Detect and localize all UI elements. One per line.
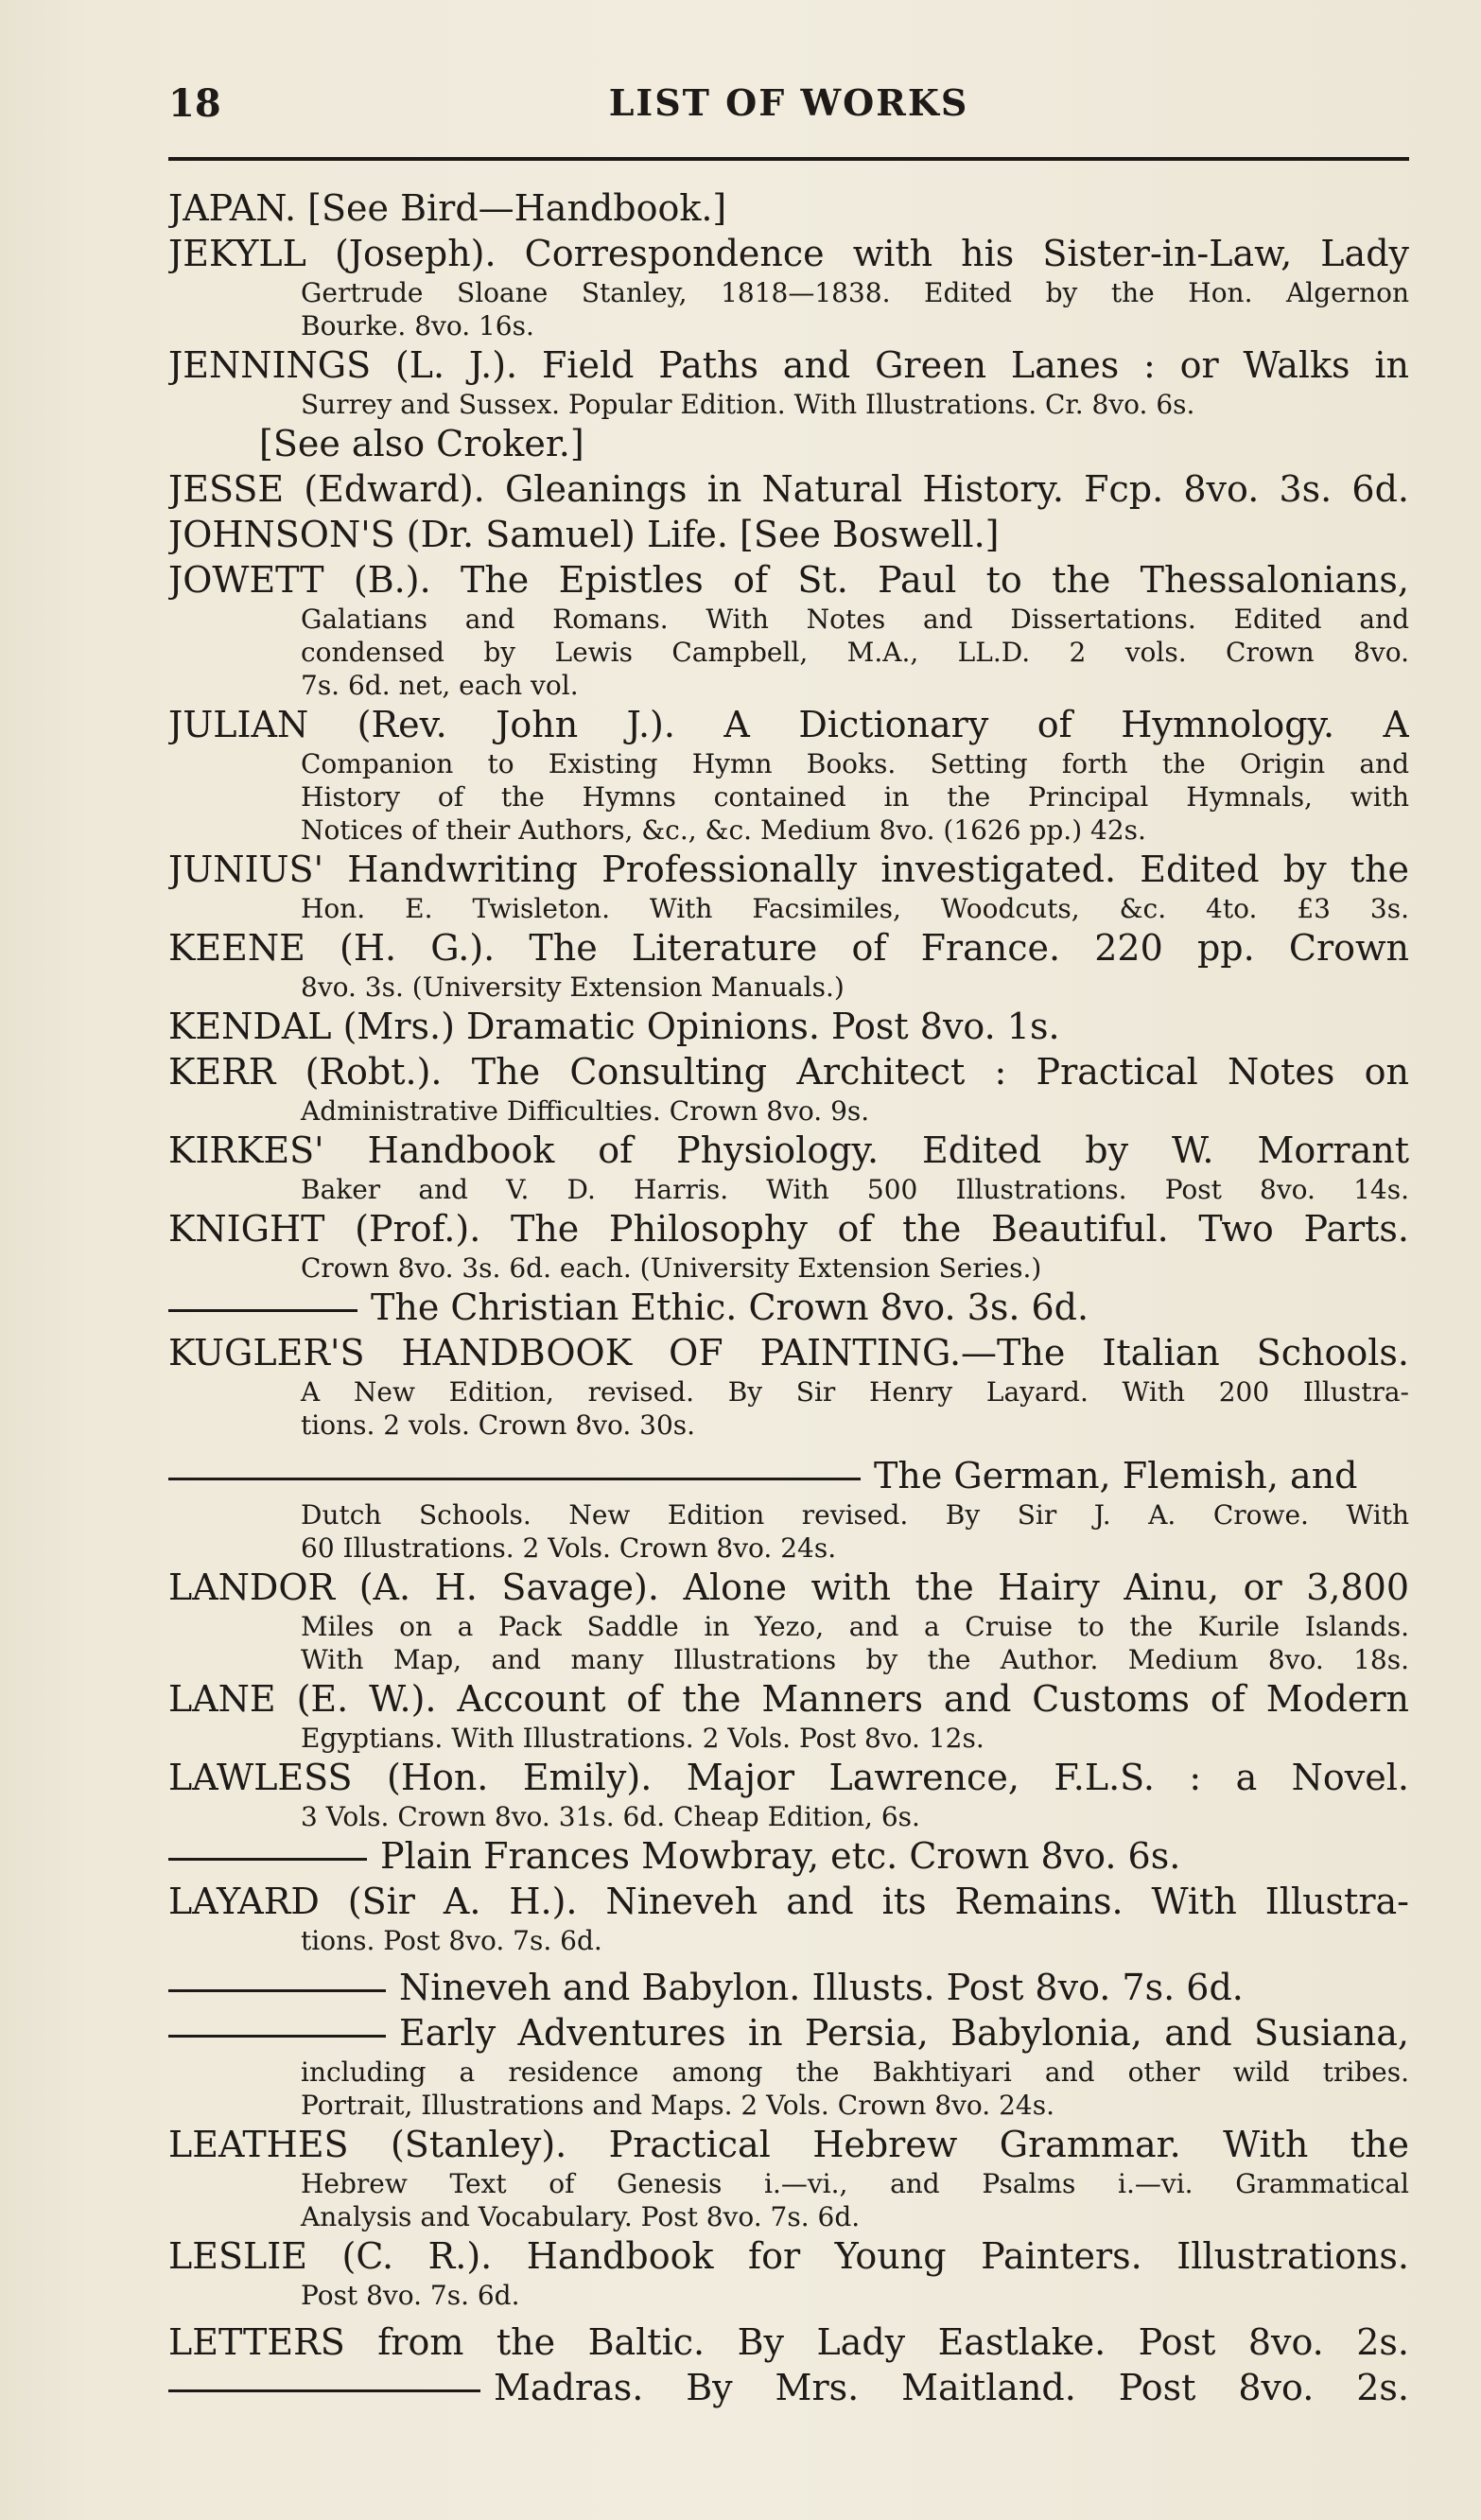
entry-detail: Hebrew Text of Genesis i.—vi., and Psalms i.—vi. Grammatical <box>301 2168 1409 2199</box>
entry-detail: 8vo. 3s. (University Extension Manuals.) <box>301 971 845 1003</box>
entry-jesse <box>168 466 1409 512</box>
ditto-dash <box>168 2389 480 2392</box>
entry-layard-early-adventures <box>168 2010 1409 2122</box>
entry-knight <box>168 1206 1409 1285</box>
entry-heading <box>168 1285 1409 1330</box>
entry-detail: Hon. E. Twisleton. With Facsimiles, Woodcuts, &c. 4to. £3 3s. <box>301 893 1409 924</box>
entry-title: The Christian Ethic. Crown 8vo. 3s. 6d. <box>371 1286 1089 1328</box>
entry-letters-madras <box>168 2365 1409 2410</box>
ditto-dash <box>168 2035 386 2038</box>
entry-detail: Gertrude Sloane Stanley, 1818—1838. Edited by the Hon. Algernon <box>301 277 1409 308</box>
entry-kirkes <box>168 1128 1409 1206</box>
entry-title: Plain Frances Mowbray, etc. Crown 8vo. 6s. <box>380 1835 1181 1877</box>
entry-letters-baltic <box>168 2319 1409 2365</box>
entry-detail: Companion to Existing Hymn Books. Setting forth the Origin and <box>301 748 1409 779</box>
entry-heading: KENDAL (Mrs.) Dramatic Opinions. Post 8vo. 1s. <box>168 1006 1060 1047</box>
entry-heading: JUNIUS' Handwriting Professionally investigated. Edited by the <box>168 849 1409 890</box>
entry-lane <box>168 1676 1409 1755</box>
entry-detail: Analysis and Vocabulary. Post 8vo. 7s. 6d. <box>301 2201 861 2232</box>
entry-detail: With Map, and many Illustrations by the Author. Medium 8vo. 18s. <box>301 1644 1409 1675</box>
entry-detail: Bourke. 8vo. 16s. <box>301 310 534 341</box>
entry-title: The German, Flemish, and <box>874 1455 1358 1496</box>
entry-heading <box>168 2365 1409 2410</box>
entry-knight-christian-ethic <box>168 1285 1409 1330</box>
entry-jekyll <box>168 231 1409 342</box>
entry-title: Madras. By Mrs. Maitland. Post 8vo. 2s. <box>494 2367 1409 2408</box>
entry-heading: JOHNSON'S (Dr. Samuel) Life. [See Boswell.] <box>168 514 1000 555</box>
entry-landor <box>168 1565 1409 1676</box>
ditto-dash <box>168 1858 367 1861</box>
entry-detail: History of the Hymns contained in the Principal Hymnals, with <box>301 781 1409 813</box>
entry-heading: KIRKES' Handbook of Physiology. Edited by W. Morrant <box>168 1129 1409 1171</box>
entry-detail: Baker and V. D. Harris. With 500 Illustrations. Post 8vo. 14s. <box>301 1174 1409 1205</box>
entry-detail: Post 8vo. 7s. 6d. <box>301 2280 520 2311</box>
entry-detail: 60 Illustrations. 2 Vols. Crown 8vo. 24s. <box>301 1532 837 1564</box>
entry-heading: JAPAN. [See Bird—Handbook.] <box>168 187 727 229</box>
entry-heading: KNIGHT (Prof.). The Philosophy of the Beautiful. Two Parts. <box>168 1208 1409 1250</box>
entry-jennings <box>168 342 1409 421</box>
entry-heading <box>168 2010 1409 2056</box>
entry-heading: KERR (Robt.). The Consulting Architect : Practical Notes on <box>168 1051 1409 1093</box>
entry-julian <box>168 702 1409 847</box>
entry-detail: Surrey and Sussex. Popular Edition. With Illustrations. Cr. 8vo. 6s. <box>301 389 1195 420</box>
entry-lawless-plain-frances <box>168 1833 1409 1879</box>
entry-layard-nineveh-babylon <box>168 1965 1409 2010</box>
entry-jowett <box>168 557 1409 702</box>
entry-kendal <box>168 1004 1409 1049</box>
entry-heading: LESLIE (C. R.). Handbook for Young Painters. Illustrations. <box>168 2235 1409 2277</box>
page-number: 18 <box>168 81 221 126</box>
entry-heading: LAWLESS (Hon. Emily). Major Lawrence, F.L.S. : a Novel. <box>168 1757 1409 1798</box>
page-header <box>168 81 1409 138</box>
entry-detail: tions. 2 vols. Crown 8vo. 30s. <box>301 1409 696 1441</box>
entry-detail: 7s. 6d. net, each vol. <box>301 670 579 701</box>
entry-detail: tions. Post 8vo. 7s. 6d. <box>301 1925 602 1956</box>
ditto-dash <box>168 1478 861 1480</box>
entry-heading: KEENE (H. G.). The Literature of France. 220 pp. Crown <box>168 927 1409 969</box>
entry-heading: JESSE (Edward). Gleanings in Natural History. Fcp. 8vo. 3s. 6d. <box>168 468 1409 510</box>
entry-heading: LANDOR (A. H. Savage). Alone with the Hairy Ainu, or 3,800 <box>168 1566 1409 1608</box>
entry-heading <box>168 1453 1409 1498</box>
entry-see-also-croker <box>168 421 1409 466</box>
entry-detail: Administrative Difficulties. Crown 8vo. 9s. <box>301 1095 870 1127</box>
works-list <box>168 185 1409 2410</box>
entry-detail: Notices of their Authors, &c., &c. Medium 8vo. (1626 pp.) 42s. <box>301 814 1146 846</box>
entry-heading: JENNINGS (L. J.). Field Paths and Green Lanes : or Walks in <box>168 344 1409 386</box>
entry-heading: LEATHES (Stanley). Practical Hebrew Grammar. With the <box>168 2124 1409 2165</box>
entry-heading: KUGLER'S HANDBOOK OF PAINTING.—The Italian Schools. <box>168 1332 1409 1374</box>
entry-johnson <box>168 512 1409 557</box>
ditto-dash <box>168 1309 357 1312</box>
entry-lawless <box>168 1755 1409 1833</box>
entry-keene <box>168 925 1409 1004</box>
entry-heading: JOWETT (B.). The Epistles of St. Paul to the Thessalonians, <box>168 559 1409 601</box>
entry-detail: Galatians and Romans. With Notes and Dissertations. Edited and <box>301 604 1409 635</box>
entry-heading: LANE (E. W.). Account of the Manners and Customs of Modern <box>168 1678 1409 1720</box>
ditto-dash <box>168 1989 386 1992</box>
entry-kugler-german-flemish <box>168 1453 1409 1565</box>
entry-heading: JEKYLL (Joseph). Correspondence with his Sister-in-Law, Lady <box>168 233 1409 274</box>
entry-kerr <box>168 1049 1409 1128</box>
entry-kugler <box>168 1330 1409 1442</box>
entry-detail: 3 Vols. Crown 8vo. 31s. 6d. Cheap Edition, 6s. <box>301 1801 920 1832</box>
entry-layard <box>168 1879 1409 1957</box>
entry-heading: JULIAN (Rev. John J.). A Dictionary of Hymnology. A <box>168 704 1409 745</box>
entry-leathes <box>168 2122 1409 2233</box>
entry-detail: Egyptians. With Illustrations. 2 Vols. Post 8vo. 12s. <box>301 1723 984 1754</box>
entry-detail: Dutch Schools. New Edition revised. By Sir J. A. Crowe. With <box>301 1499 1409 1531</box>
cross-reference: [See also Croker.] <box>259 423 584 464</box>
entry-heading <box>168 1833 1409 1879</box>
entry-detail: condensed by Lewis Campbell, M.A., LL.D. 2 vols. Crown 8vo. <box>301 637 1409 668</box>
entry-detail: A New Edition, revised. By Sir Henry Layard. With 200 Illustra- <box>301 1376 1409 1408</box>
header-rule <box>168 157 1409 161</box>
entry-heading <box>168 1965 1409 2010</box>
entry-heading: LETTERS from the Baltic. By Lady Eastlake. Post 8vo. 2s. <box>168 2321 1409 2363</box>
entry-detail: Portrait, Illustrations and Maps. 2 Vols. Crown 8vo. 24s. <box>301 2090 1054 2121</box>
entry-junius <box>168 847 1409 925</box>
entry-title: Nineveh and Babylon. Illusts. Post 8vo. 7s. 6d. <box>399 1967 1244 2008</box>
entry-detail: including a residence among the Bakhtiyari and other wild tribes. <box>301 2056 1409 2088</box>
entry-heading: LAYARD (Sir A. H.). Nineveh and its Remains. With Illustra- <box>168 1881 1409 1922</box>
entry-japan <box>168 185 1409 231</box>
entry-detail: Crown 8vo. 3s. 6d. each. (University Extension Series.) <box>301 1252 1042 1284</box>
entry-title: Early Adventures in Persia, Babylonia, and Susiana, <box>399 2012 1409 2054</box>
entry-detail: Miles on a Pack Saddle in Yezo, and a Cruise to the Kurile Islands. <box>301 1611 1409 1642</box>
entry-leslie <box>168 2233 1409 2312</box>
running-title: LIST OF WORKS <box>608 81 969 124</box>
